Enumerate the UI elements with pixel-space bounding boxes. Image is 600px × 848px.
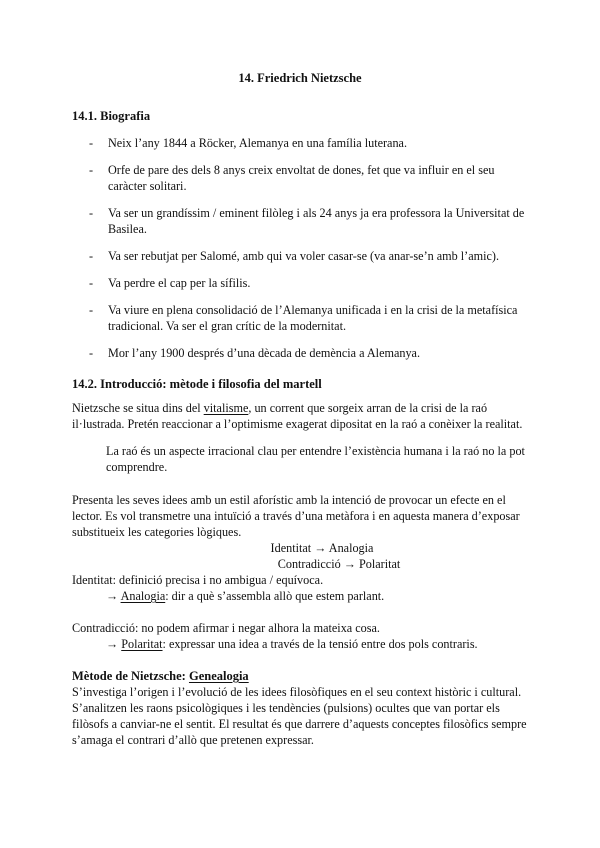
identitat-definition: Identitat: definició precisa i no ambigua / equívoca.: [72, 573, 324, 587]
genealogia-paragraph: S’investiga l’origen i l’evolució de les idees filosòfiques en el seu context històric i cultural. S’analitzen les raons psicològiques i les tendències (pulsions) ocultes que van portar els filòsofs a canviar-ne el sentit. El resultat és que darrere d’aquests conceptes filosòfics sempre s’amaga el contrari d’allò que pretenen expressar.: [72, 685, 527, 747]
style-paragraph: Presenta les seves idees amb un estil aforístic amb la intenció de provocar un efecte en el lector. Es vol transmetre una intuïció a través d’una metàfora i en aquesta manera d’exposar substitueix les categories lògiques.: [72, 493, 520, 539]
arrow-icon: →: [106, 637, 119, 651]
list-item: - Va ser un grandíssim / eminent filòleg i als 24 anys ja era professora la Universitat de Basilea.: [89, 206, 525, 236]
page-title: 14. Friedrich Nietzsche: [238, 71, 362, 85]
list-item: - Neix l’any 1844 a Röcker, Alemanya en una família luterana.: [89, 136, 408, 150]
list-item: - Orfe de pare des dels 8 anys creix envoltat de dones, fet que va influir en el seu caràcter solitari.: [89, 163, 495, 193]
section-heading-biografia: 14.1. Biografia: [72, 109, 151, 123]
arrow-icon: →: [106, 589, 119, 603]
genealogia-term: Genealogia: [188, 669, 249, 683]
section-heading-introduccio: 14.2. Introducció: mètode i filosofia del martell: [72, 377, 322, 391]
polaritat-term: Polaritat: [121, 637, 163, 651]
analogia-definition: → Analogia: dir a què s’assembla allò que estem parlant.: [106, 589, 385, 603]
list-item: - Mor l’any 1900 després d’una dècada de demència a Alemanya.: [89, 346, 421, 360]
biography-list: [72, 135, 532, 372]
mapping-identitat: Identitat → Analogia: [270, 541, 374, 555]
vitalisme-term: vitalisme: [203, 401, 249, 415]
polaritat-definition: → Polaritat: expressar una idea a través de la tensió entre dos pols contraris.: [106, 637, 478, 651]
contradiccio-definition: Contradicció: no podem afirmar i negar alhora la mateixa cosa.: [72, 621, 380, 635]
list-item: - Va perdre el cap per la sífilis.: [89, 276, 251, 290]
analogia-term: Analogia: [120, 589, 166, 603]
list-item: - Va ser rebutjat per Salomé, amb qui va voler casar-se (va anar-se’n amb l’amic).: [89, 249, 500, 263]
quote-paragraph: La raó és un aspecte irracional clau per entendre l’existència humana i la raó no la pot comprendre.: [106, 444, 525, 474]
mapping-contradiccio: Contradicció → Polaritat: [277, 557, 401, 571]
section-heading-genealogia: Mètode de Nietzsche: Genealogia: [72, 669, 249, 683]
vitalisme-paragraph: Nietzsche se situa dins del vitalisme, un corrent que sorgeix arran de la crisi de la raó il·lustrada. Pretén reaccionar a l’optimisme exagerat dipositat en la raó a conèixer la realitat.: [72, 401, 523, 431]
list-item: - Va viure en plena consolidació de l’Alemanya unificada i en la crisi de la metafísica tradicional. Va ser el gran crític de la modernitat.: [89, 303, 518, 333]
